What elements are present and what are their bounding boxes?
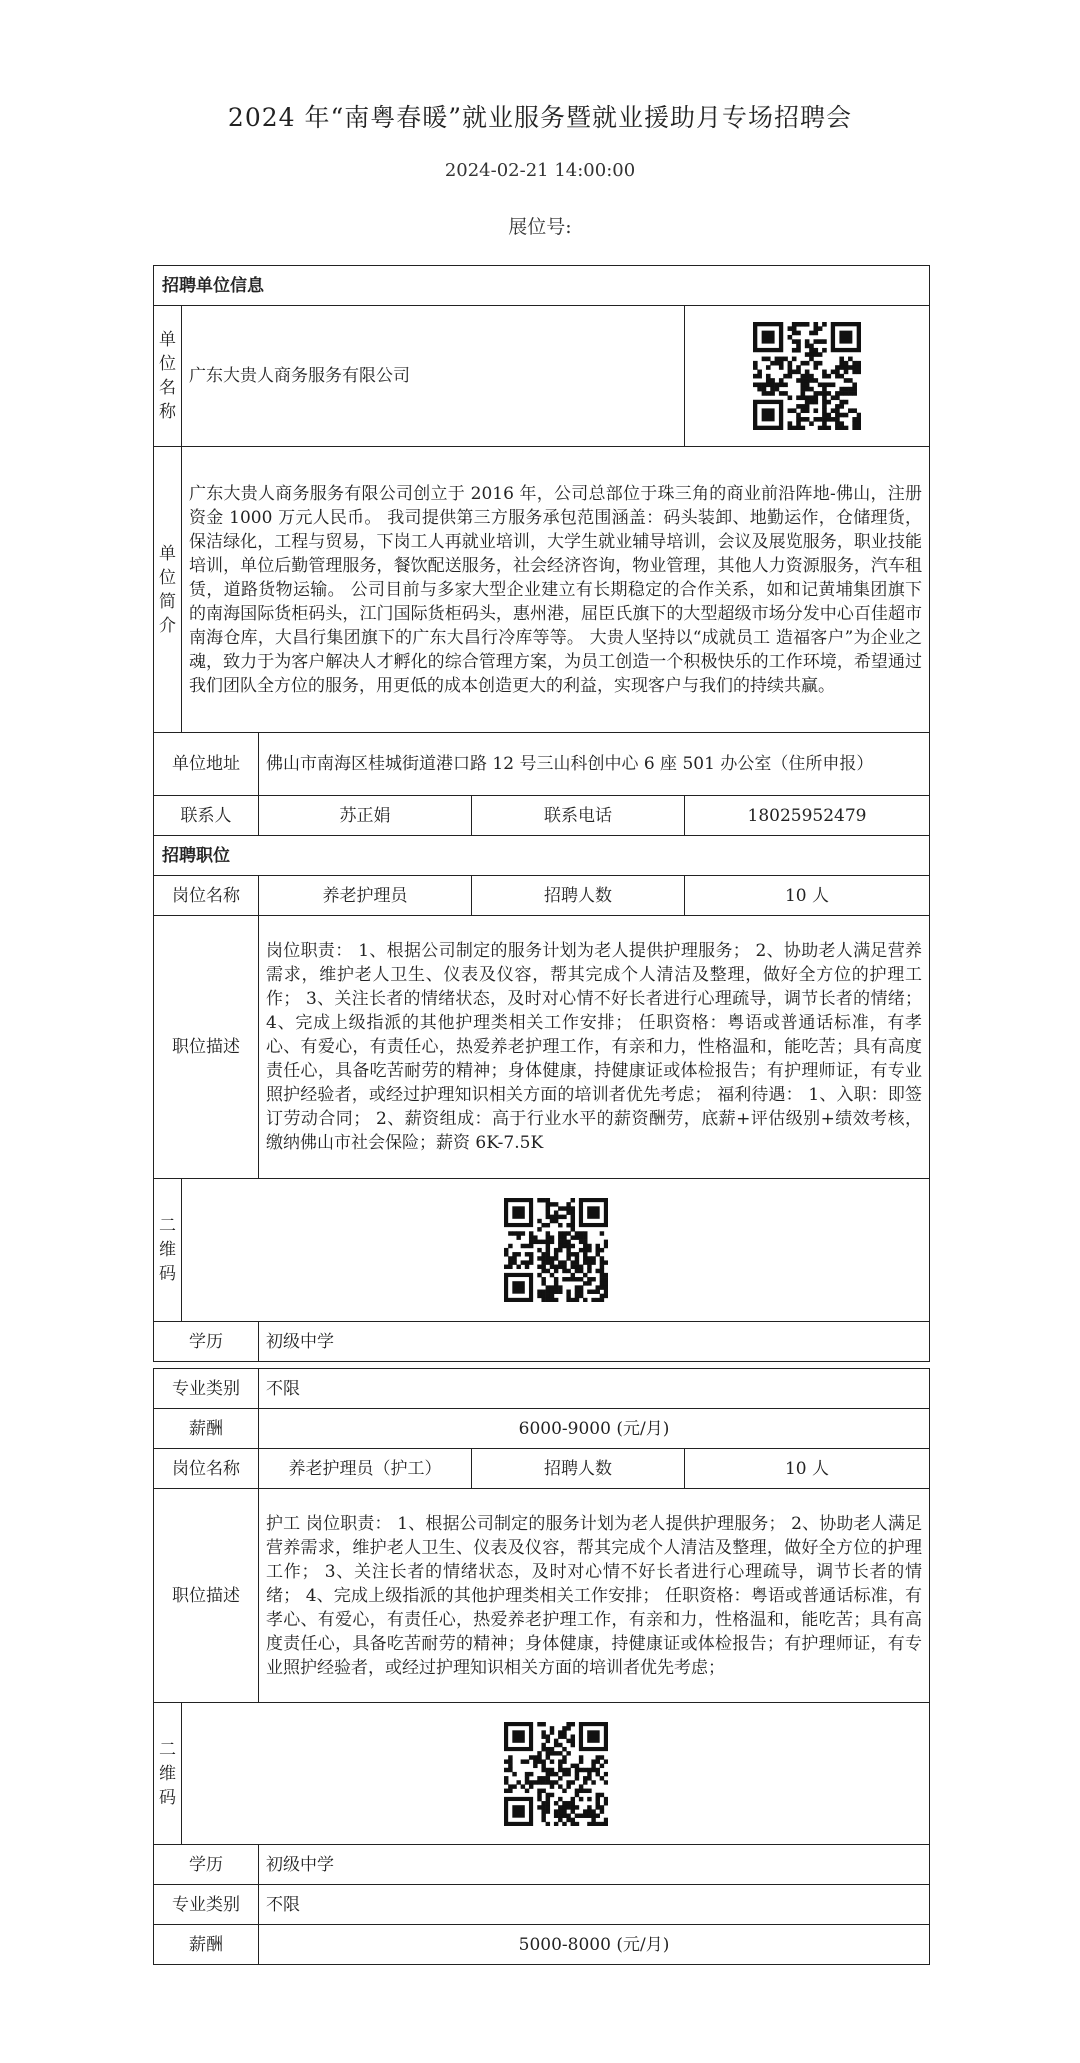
- education-label: 学历: [154, 1322, 259, 1362]
- positions-section-title: 招聘职位: [154, 836, 930, 876]
- position-qr-label: 二 维 码: [154, 1179, 182, 1322]
- position-description: 护工 岗位职责： 1、根据公司制定的服务计划为老人提供护理服务； 2、协助老人满足营养需求，维护老人卫生、仪表及仪容，帮其完成个人清洁及整理，做好全方位的护理工作； 3、关注长者的情绪状态，及时对心情不好长者进行心理疏导，调节长者的情绪； 4、完成上级指派的其他护理类相关工作安排； 任职资格：粤语或普通话标准，有孝心、有爱心，有责任心，热爱养老护理工作，有亲和力，性格温和，能吃苦；具有高度责任心，具备吃苦耐劳的精神；身体健康，持健康证或体检报告；有护理师证，有专业照护经验者，或经过护理知识相关方面的培训者优先考虑；: [259, 1489, 930, 1703]
- position-description-label: 职位描述: [154, 916, 259, 1179]
- position-qr-code[interactable]: [182, 1703, 930, 1845]
- position-name-label: 岗位名称: [154, 1449, 259, 1489]
- event-datetime: 2024-02-21 14:00:00: [444, 160, 636, 181]
- position-qr-label: 二 维 码: [154, 1703, 182, 1845]
- booth-number-label: 展位号:: [508, 216, 572, 238]
- salary: 6000-9000 (元/月): [259, 1409, 930, 1449]
- contact-person: 苏正娟: [259, 796, 472, 836]
- company-section-title: 招聘单位信息: [154, 266, 930, 306]
- contact-person-label: 联系人: [154, 796, 259, 836]
- headcount-label: 招聘人数: [472, 1449, 685, 1489]
- major: 不限: [259, 1369, 930, 1409]
- company-qr-code[interactable]: [685, 306, 930, 447]
- education-label: 学历: [154, 1845, 259, 1885]
- company-name-label: 单 位 名 称: [154, 306, 182, 447]
- position-name-label: 岗位名称: [154, 876, 259, 916]
- major: 不限: [259, 1885, 930, 1925]
- position-qr-code[interactable]: [182, 1179, 930, 1322]
- positions-table: [153, 1368, 930, 1965]
- salary-label: 薪酬: [154, 1409, 259, 1449]
- company-info-table: [153, 265, 930, 1362]
- page-title: 2024 年“南粤春暖”就业服务暨就业援助月专场招聘会: [227, 103, 853, 132]
- headcount-label: 招聘人数: [472, 876, 685, 916]
- headcount: 10 人: [685, 1449, 930, 1489]
- company-name: 广东大贵人商务服务有限公司: [182, 306, 685, 447]
- position-name: 养老护理员（护工）: [259, 1449, 472, 1489]
- salary-label: 薪酬: [154, 1925, 259, 1965]
- headcount: 10 人: [685, 876, 930, 916]
- education: 初级中学: [259, 1845, 930, 1885]
- company-intro-label: 单 位 简 介: [154, 447, 182, 733]
- contact-phone: 18025952479: [685, 796, 930, 836]
- major-label: 专业类别: [154, 1369, 259, 1409]
- position-description: 岗位职责： 1、根据公司制定的服务计划为老人提供护理服务； 2、协助老人满足营养需求，维护老人卫生、仪表及仪容，帮其完成个人清洁及整理，做好全方位的护理工作； 3、关注长者的情绪状态，及时对心情不好长者进行心理疏导，调节长者的情绪； 4、完成上级指派的其他护理类相关工作安排； 任职资格：粤语或普通话标准，有孝心、有爱心，有责任心，热爱养老护理工作，有亲和力，性格温和，能吃苦；具有高度责任心，具备吃苦耐劳的精神；身体健康，持健康证或体检报告；有护理师证，有专业照护经验者，或经过护理知识相关方面的培训者优先考虑； 福利待遇： 1、入职：即签订劳动合同； 2、薪资组成：高于行业水平的薪资酬劳，底薪+评估级别+绩效考核，缴纳佛山市社会保险；薪资 6K-7.5K: [259, 916, 930, 1179]
- contact-phone-label: 联系电话: [472, 796, 685, 836]
- education: 初级中学: [259, 1322, 930, 1362]
- company-intro: 广东大贵人商务服务有限公司创立于 2016 年，公司总部位于珠三角的商业前沿阵地-佛山，注册资金 1000 万元人民币。 我司提供第三方服务承包范围涵盖：码头装卸、地勤运作，仓储理货，保洁绿化，工程与贸易，下岗工人再就业培训，大学生就业辅导培训，会议及展览服务，职业技能培训，单位后勤管理服务，餐饮配送服务，社会经济咨询，物业管理，其他人力资源服务，汽车租赁，道路货物运输。 公司目前与多家大型企业建立有长期稳定的合作关系，如和记黄埔集团旗下的南海国际货柜码头，江门国际货柜码头，惠州港，屈臣氏旗下的大型超级市场分发中心百佳超市南海仓库，大昌行集团旗下的广东大昌行冷库等等。 大贵人坚持以“成就员工 造福客户”为企业之魂，致力于为客户解决人才孵化的综合管理方案，为员工创造一个积极快乐的工作环境，希望通过我们团队全方位的服务，用更低的成本创造更大的利益，实现客户与我们的持续共赢。: [182, 447, 930, 733]
- company-address-label: 单位地址: [154, 733, 259, 796]
- position-description-label: 职位描述: [154, 1489, 259, 1703]
- company-address: 佛山市南海区桂城街道港口路 12 号三山科创中心 6 座 501 办公室（住所申报）: [259, 733, 930, 796]
- salary: 5000-8000 (元/月): [259, 1925, 930, 1965]
- position-name: 养老护理员: [259, 876, 472, 916]
- major-label: 专业类别: [154, 1885, 259, 1925]
